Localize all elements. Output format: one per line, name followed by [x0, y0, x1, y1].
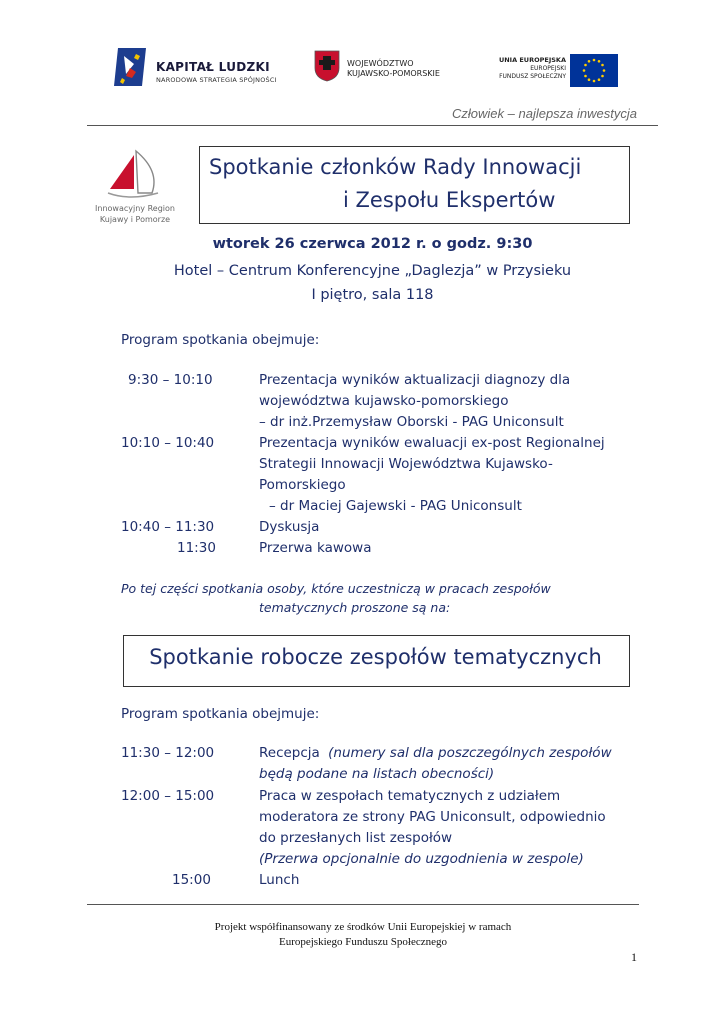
kapital-ludzki-logo	[112, 44, 282, 92]
agenda1-desc-2-line2: Strategii Innowacji Województwa Kujawsko-	[259, 456, 553, 472]
footer-line1: Projekt współfinansowany ze środków Unii Europejskiej w ramach	[214, 921, 512, 933]
eu-line2: EUROPEJSKI	[530, 65, 566, 72]
agenda2-time-3: 15:00	[172, 872, 211, 888]
agenda2-reception: Recepcja	[259, 745, 320, 761]
agenda1-desc-4: Przerwa kawowa	[259, 540, 372, 556]
agenda2-desc-2	[259, 786, 606, 870]
wojewodztwo-logo	[314, 50, 454, 86]
agenda2-desc-2-line4: (Przerwa opcjonalnie do uzgodnienia w zespole)	[259, 851, 584, 867]
agenda2-desc-2-line3: do przesłanych list zespołów	[259, 830, 453, 846]
page-number: 1	[631, 950, 637, 964]
eu-line1: UNIA EUROPEJSKA	[498, 56, 566, 64]
wojewodztwo-crest-icon	[314, 50, 340, 82]
kapital-ludzki-emblem-icon	[112, 44, 150, 90]
agenda1-desc-2-line1: Prezentacja wyników ewaluacji ex-post Regionalnej	[259, 435, 605, 451]
agenda2-desc-3: Lunch	[259, 872, 300, 888]
meeting2-title: Spotkanie robocze zespołów tematycznych	[149, 645, 602, 669]
meeting1-room: I piętro, sala 118	[311, 287, 434, 303]
meeting1-program-label: Program spotkania obejmuje:	[121, 332, 320, 348]
kapital-ludzki-subtitle: NARODOWA STRATEGIA SPÓJNOŚCI	[156, 76, 277, 84]
agenda1-time-2: 10:10 – 10:40	[121, 435, 215, 451]
innovative-region-line1: Innowacyjny Region	[95, 204, 175, 213]
kapital-ludzki-title: KAPITAŁ LUDZKI	[156, 60, 270, 74]
agenda1-time-1: 9:30 – 10:10	[128, 372, 213, 388]
wojewodztwo-line1: WOJEWÓDZTWO	[347, 59, 414, 68]
header-divider	[87, 125, 658, 126]
agenda1-desc-3: Dyskusja	[259, 519, 320, 535]
eu-logo	[480, 52, 620, 88]
meeting1-date: wtorek 26 czerwca 2012 r. o godz. 9:30	[212, 236, 533, 252]
agenda2-reception-note-b: będą podane na listach obecności)	[259, 766, 495, 782]
agenda1-desc-2-line3: Pomorskiego	[259, 477, 346, 493]
sail-icon	[100, 147, 166, 203]
agenda1-time-4: 11:30	[177, 540, 216, 556]
footer-divider	[87, 904, 639, 905]
agenda1-desc-1-line2: województwa kujawsko-pomorskiego	[259, 393, 509, 409]
meeting1-place: Hotel – Centrum Konferencyjne „Daglezja” w Przysieku	[173, 263, 572, 279]
agenda2-reception-note-a: (numery sal dla poszczególnych zespołów	[328, 745, 612, 761]
agenda2-desc-1	[259, 743, 639, 785]
meeting2-program-label: Program spotkania obejmuje:	[121, 706, 320, 722]
agenda1-time-3: 10:40 – 11:30	[121, 519, 215, 535]
meeting1-title-line1: Spotkanie członków Rady Innowacji	[209, 155, 582, 179]
meeting1-note-line2: tematycznych proszone są na:	[259, 600, 451, 615]
agenda2-time-1: 11:30 – 12:00	[121, 745, 215, 761]
meeting1-title-line2: i Zespołu Ekspertów	[343, 188, 556, 212]
agenda1-desc-2	[259, 433, 605, 517]
agenda1-desc-1-line1: Prezentacja wyników aktualizacji diagnozy dla	[259, 372, 571, 388]
wojewodztwo-line2: KUJAWSKO-POMORSKIE	[347, 69, 440, 78]
agenda1-desc-1	[259, 370, 570, 433]
agenda2-desc-2-line1: Praca w zespołach tematycznych z udziałem	[259, 788, 561, 804]
innovative-region-line2: Kujawy i Pomorze	[99, 215, 171, 224]
eu-line3: FUNDUSZ SPOŁECZNY	[499, 73, 566, 80]
footer-line2: Europejskiego Funduszu Społecznego	[278, 936, 448, 948]
meeting1-note-line1: Po tej części spotkania osoby, które uczestniczą w pracach zespołów	[121, 581, 551, 596]
agenda2-desc-2-line2: moderatora ze strony PAG Uniconsult, odpowiednio	[259, 809, 606, 825]
agenda2-desc-1-line1	[259, 743, 639, 764]
agenda1-desc-2-line4: – dr Maciej Gajewski - PAG Uniconsult	[269, 498, 522, 514]
header-tagline: Człowiek – najlepsza inwestycja	[452, 106, 637, 121]
agenda1-desc-1-line3: – dr inż.Przemysław Oborski - PAG Uniconsult	[259, 414, 564, 430]
innovative-region-logo	[90, 147, 180, 227]
eu-text-block	[480, 56, 566, 81]
eu-flag-icon	[570, 54, 618, 87]
agenda2-time-2: 12:00 – 15:00	[121, 788, 215, 804]
